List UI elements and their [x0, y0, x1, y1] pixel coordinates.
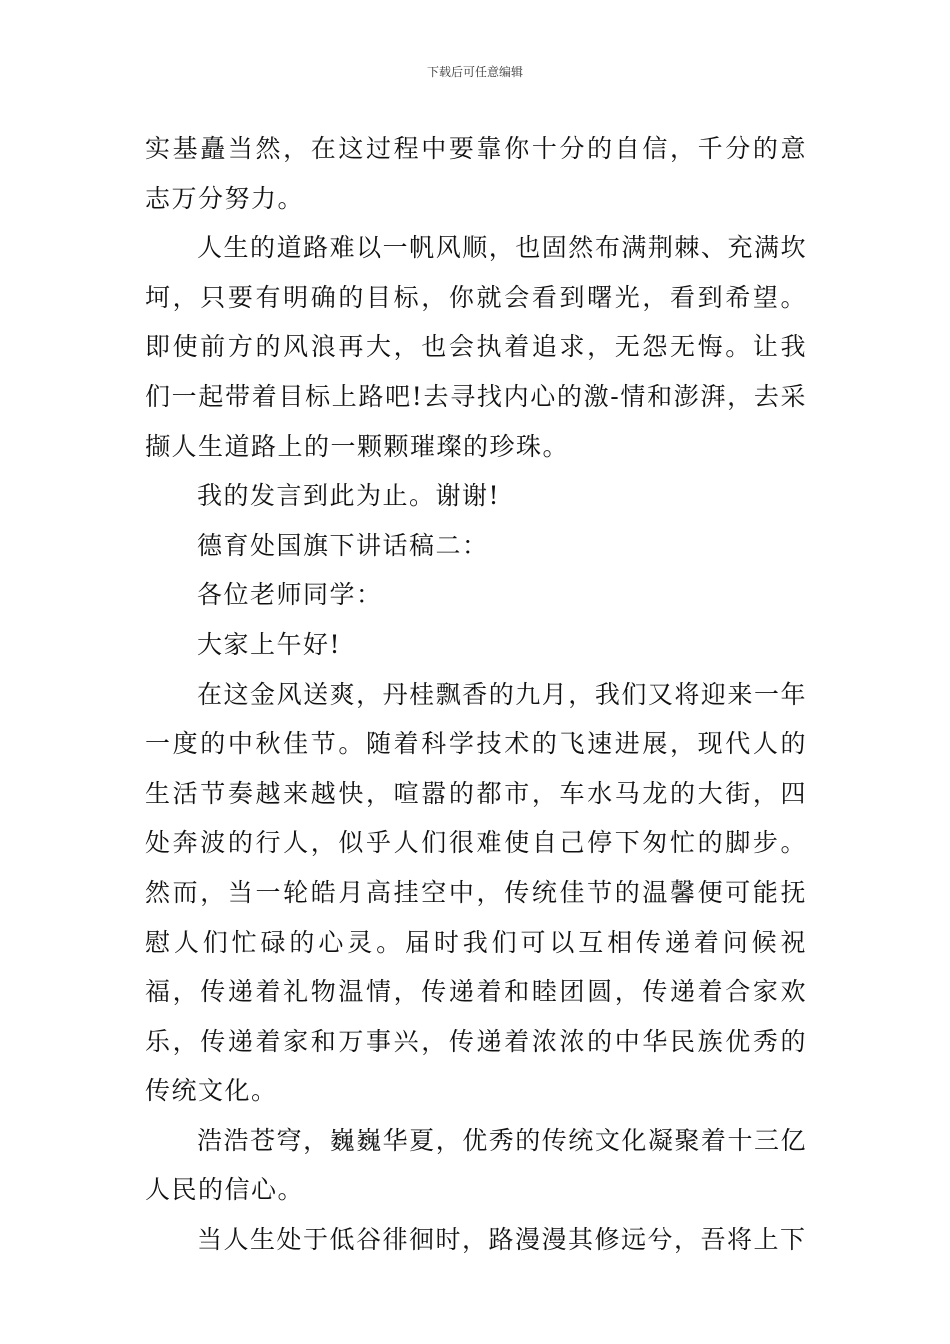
page-header: 下载后可任意编辑: [426, 65, 523, 79]
salutation: 各位老师同学：: [197, 580, 383, 610]
document-body: [145, 124, 807, 1265]
paragraph-7: 在这金风送爽，丹桂飘香的九月，我们又将迎来一年一度的中秋佳节。随着科学技术的飞速进展，现代人的生活节奏越来越快，喧嚣的都市，车水马龙的大街，四处奔波的行人，似乎人们很难使自己停下匆忙的脚步。然而，当一轮皓月高挂空中，传统佳节的温馨便可能抚慰人们忙碌的心灵。届时我们可以互相传递着问候祝福，传递着礼物温情，传递着和睦团圆，传递着合家欢乐，传递着家和万事兴，传递着浓浓的中华民族优秀的传统文化。: [145, 679, 807, 1106]
section-title: 德育处国旗下讲话稿二：: [197, 530, 489, 560]
paragraph-3: 我的发言到此为止。谢谢!: [197, 481, 501, 511]
paragraph-9: 当人生处于低谷徘徊时，路漫漫其修远兮，吾将上下: [197, 1225, 807, 1255]
greeting: 大家上午好!: [197, 629, 342, 659]
paragraph-8: 浩浩苍穹，巍巍华夏，优秀的传统文化凝聚着十三亿人民的信心。: [145, 1125, 807, 1205]
paragraph-1: 实基矗当然，在这过程中要靠你十分的自信，千分的意志万分努力。: [145, 134, 807, 213]
paragraph-2: 人生的道路难以一帆风顺，也固然布满荆棘、充满坎坷，只要有明确的目标，你就会看到曙光，看到希望。即使前方的风浪再大，也会执着追求，无怨无悔。让我们一起带着目标上路吧!去寻找内心的激-情和澎湃，去采撷人生道路上的一颗颗璀璨的珍珠。: [145, 233, 807, 461]
